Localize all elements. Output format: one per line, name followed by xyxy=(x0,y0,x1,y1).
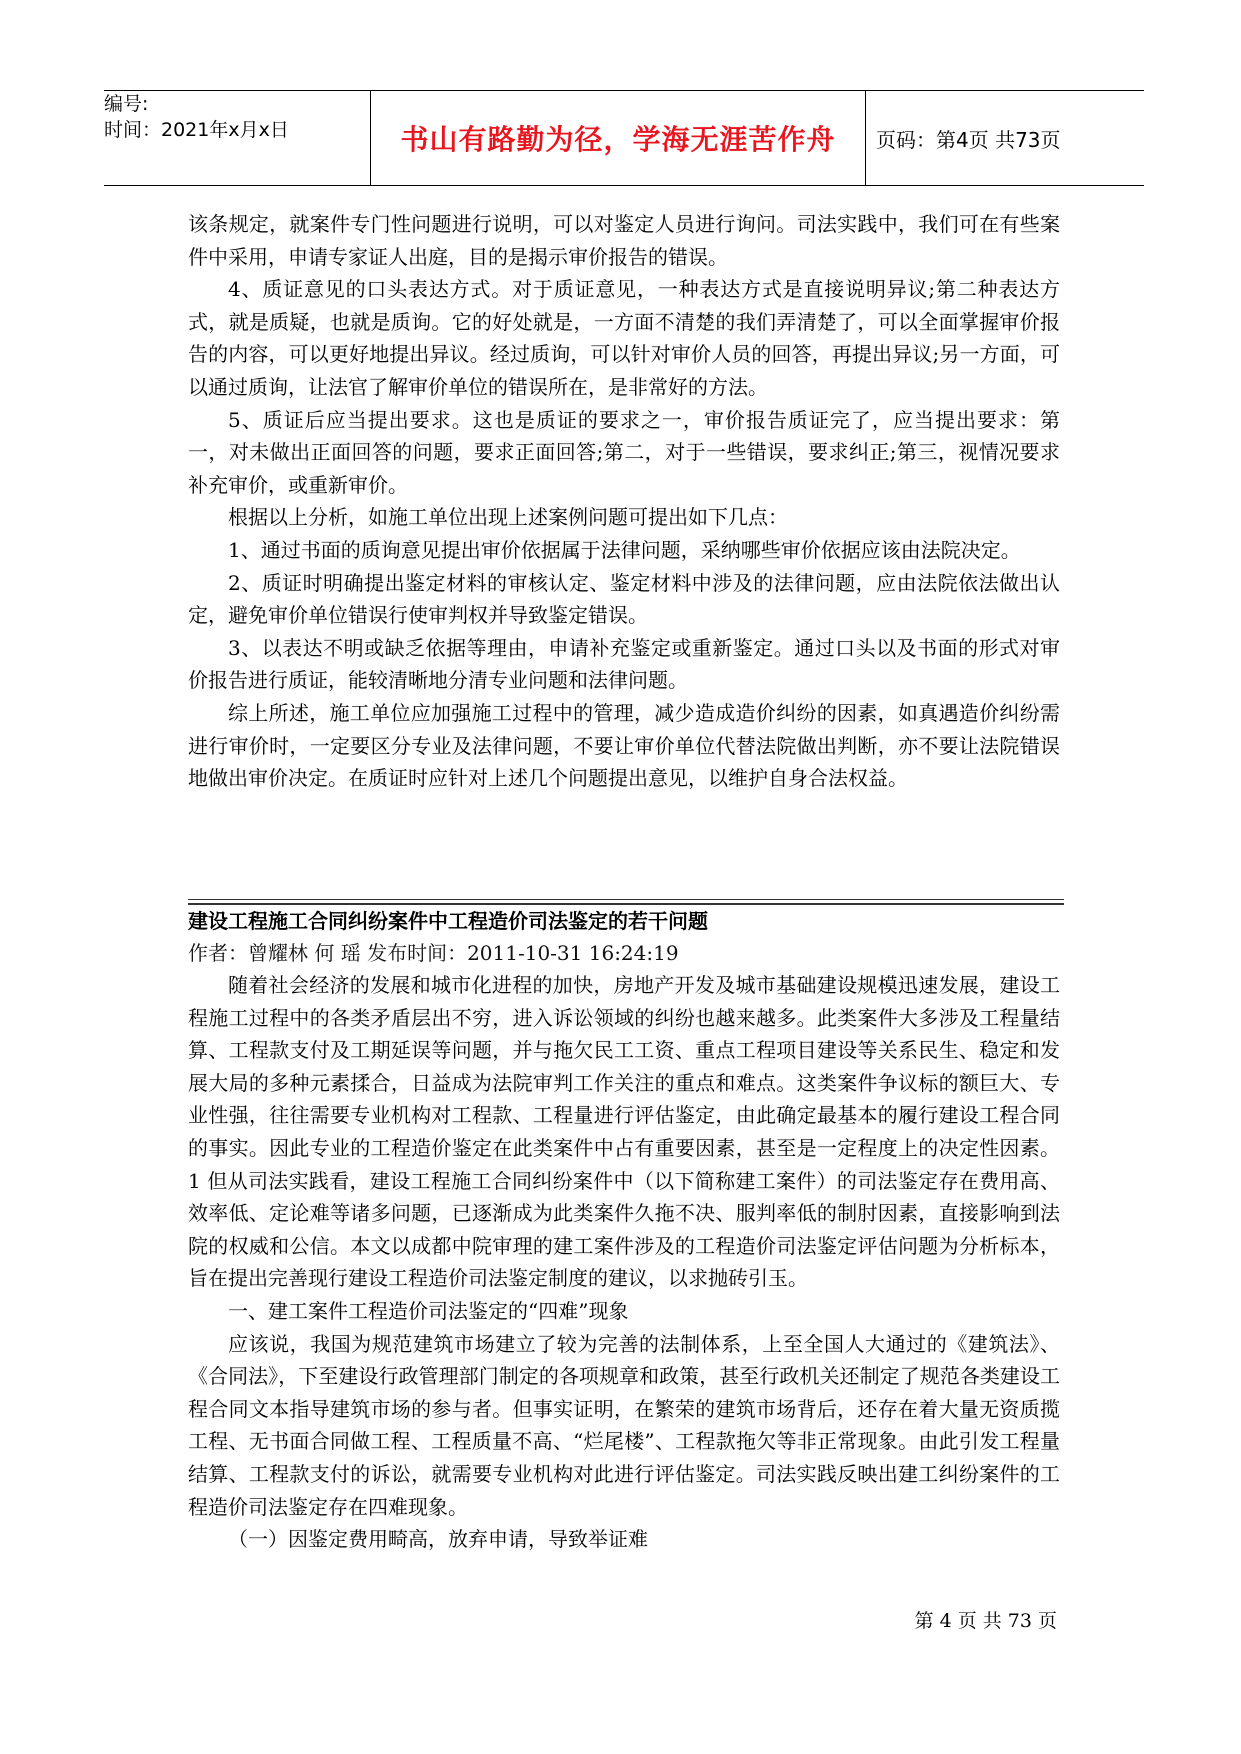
article-title: 建设工程施工合同纠纷案件中工程造价司法鉴定的若干问题 xyxy=(188,909,708,933)
header-left-cell xyxy=(104,91,370,185)
article xyxy=(188,905,1060,1556)
paragraph: 1、通过书面的质询意见提出审价依据属于法律问题，采纳哪些审价依据应该由法院决定。 xyxy=(228,537,1021,562)
article-author-line: 作者：曾耀林 何 瑶 发布时间：2011-10-31 16:24:19 xyxy=(188,941,679,965)
motto: 书山有路勤为径，学海无涯苦作舟 xyxy=(400,123,836,156)
paragraph: 5、质证后应当提出要求。这也是质证的要求之一，审价报告质证完了，应当提出要求：第一，对未做出正面回答的问题，要求正面回答;第二，对于一些错误，要求纠正;第三，视情况要求补充审价，或重新审价。 xyxy=(188,407,1060,497)
page-info: 页码：第4页 共73页 xyxy=(876,127,1061,152)
paragraph: 该条规定，就案件专门性问题进行说明，可以对鉴定人员进行询问。司法实践中，我们可在有些案件中采用，申请专家证人出庭，目的是揭示审价报告的错误。 xyxy=(188,212,1060,269)
paragraph: 根据以上分析，如施工单位出现上述案例问题可提出如下几点： xyxy=(228,505,788,530)
time-label: 时间：2021年x月x日 xyxy=(104,119,289,141)
subsection-heading: （一）因鉴定费用畸高，放弃申请，导致举证难 xyxy=(228,1527,648,1552)
paragraph: 2、质证时明确提出鉴定材料的审核认定、鉴定材料中涉及的法律问题，应由法院依法做出认定，避免审价单位错误行使审判权并导致鉴定错误。 xyxy=(188,570,1060,628)
paragraph: 3、以表达不明或缺乏依据等理由，申请补充鉴定或重新鉴定。通过口头以及书面的形式对审价报告进行质证，能较清晰地分清专业问题和法律问题。 xyxy=(188,635,1060,693)
header-page-cell xyxy=(864,91,1144,185)
section-divider xyxy=(188,899,1064,900)
paragraph: 4、质证意见的口头表达方式。对于质证意见，一种表达方式是直接说明异议;第二种表达方式，就是质疑，也就是质询。它的好处就是，一方面不清楚的我们弄清楚了，可以全面掌握审价报告的内容，可以更好地提出异议。经过质询，可以针对审价人员的回答，再提出异议;另一方面，可以通过质询，让法官了解审价单位的错误所在，是非常好的方法。 xyxy=(188,277,1060,399)
section-heading: 一、建工案件工程造价司法鉴定的“四难”现象 xyxy=(228,1298,629,1323)
body-text xyxy=(188,208,1060,795)
header-motto-cell xyxy=(370,91,866,185)
paragraph: 随着社会经济的发展和城市化进程的加快，房地产开发及城市基础建设规模迅速发展，建设工程施工过程中的各类矛盾层出不穷，进入诉讼领域的纠纷也越来越多。此类案件大多涉及工程量结算、工程款支付及工期延误等问题，并与拖欠民工工资、重点工程项目建设等关系民生、稳定和发展大局的多种元素揉合，日益成为法院审判工作关注的重点和难点。这类案件争议标的额巨大、专业性强，往往需要专业机构对工程款、工程量进行评估鉴定，由此确定最基本的履行建设工程合同的事实。因此专业的工程造价鉴定在此类案件中占有重要因素，甚至是一定程度上的决定性因素。1 但从司法实践看，建设工程施工合同纠纷案件中（以下简称建工案件）的司法鉴定存在费用高、效率低、定论难等诸多问题，已逐渐成为此类案件久拖不决、服判率低的制肘因素，直接影响到法院的权威和公信。本文以成都中院审理的建工案件涉及的工程造价司法鉴定评估问题为分析标本，旨在提出完善现行建设工程造价司法鉴定制度的建议，以求抛砖引玉。 xyxy=(188,973,1060,1291)
page-footer: 第 4 页 共 73 页 xyxy=(914,1610,1057,1632)
paragraph: 综上所述，施工单位应加强施工过程中的管理，减少造成造价纠纷的因素，如真遇造价纠纷需进行审价时，一定要区分专业及法律问题，不要让审价单位代替法院做出判断，亦不要让法院错误地做出审价决定。在质证时应针对上述几个问题提出意见，以维护自身合法权益。 xyxy=(188,700,1060,791)
paragraph: 应该说，我国为规范建筑市场建立了较为完善的法制体系，上至全国人大通过的《建筑法》、《合同法》，下至建设行政管理部门制定的各项规章和政策，甚至行政机关还制定了规范各类建设工程合同文本指导建筑市场的参与者。但事实证明，在繁荣的建筑市场背后，还存在着大量无资质揽工程、无书面合同做工程、工程质量不高、“烂尾楼”、工程款拖欠等非正常现象。由此引发工程量结算、工程款支付的诉讼，就需要专业机构对此进行评估鉴定。司法实践反映出建工纠纷案件的工程造价司法鉴定存在四难现象。 xyxy=(188,1331,1060,1519)
serial-label: 编号: xyxy=(104,93,149,115)
page-header xyxy=(104,90,1144,186)
